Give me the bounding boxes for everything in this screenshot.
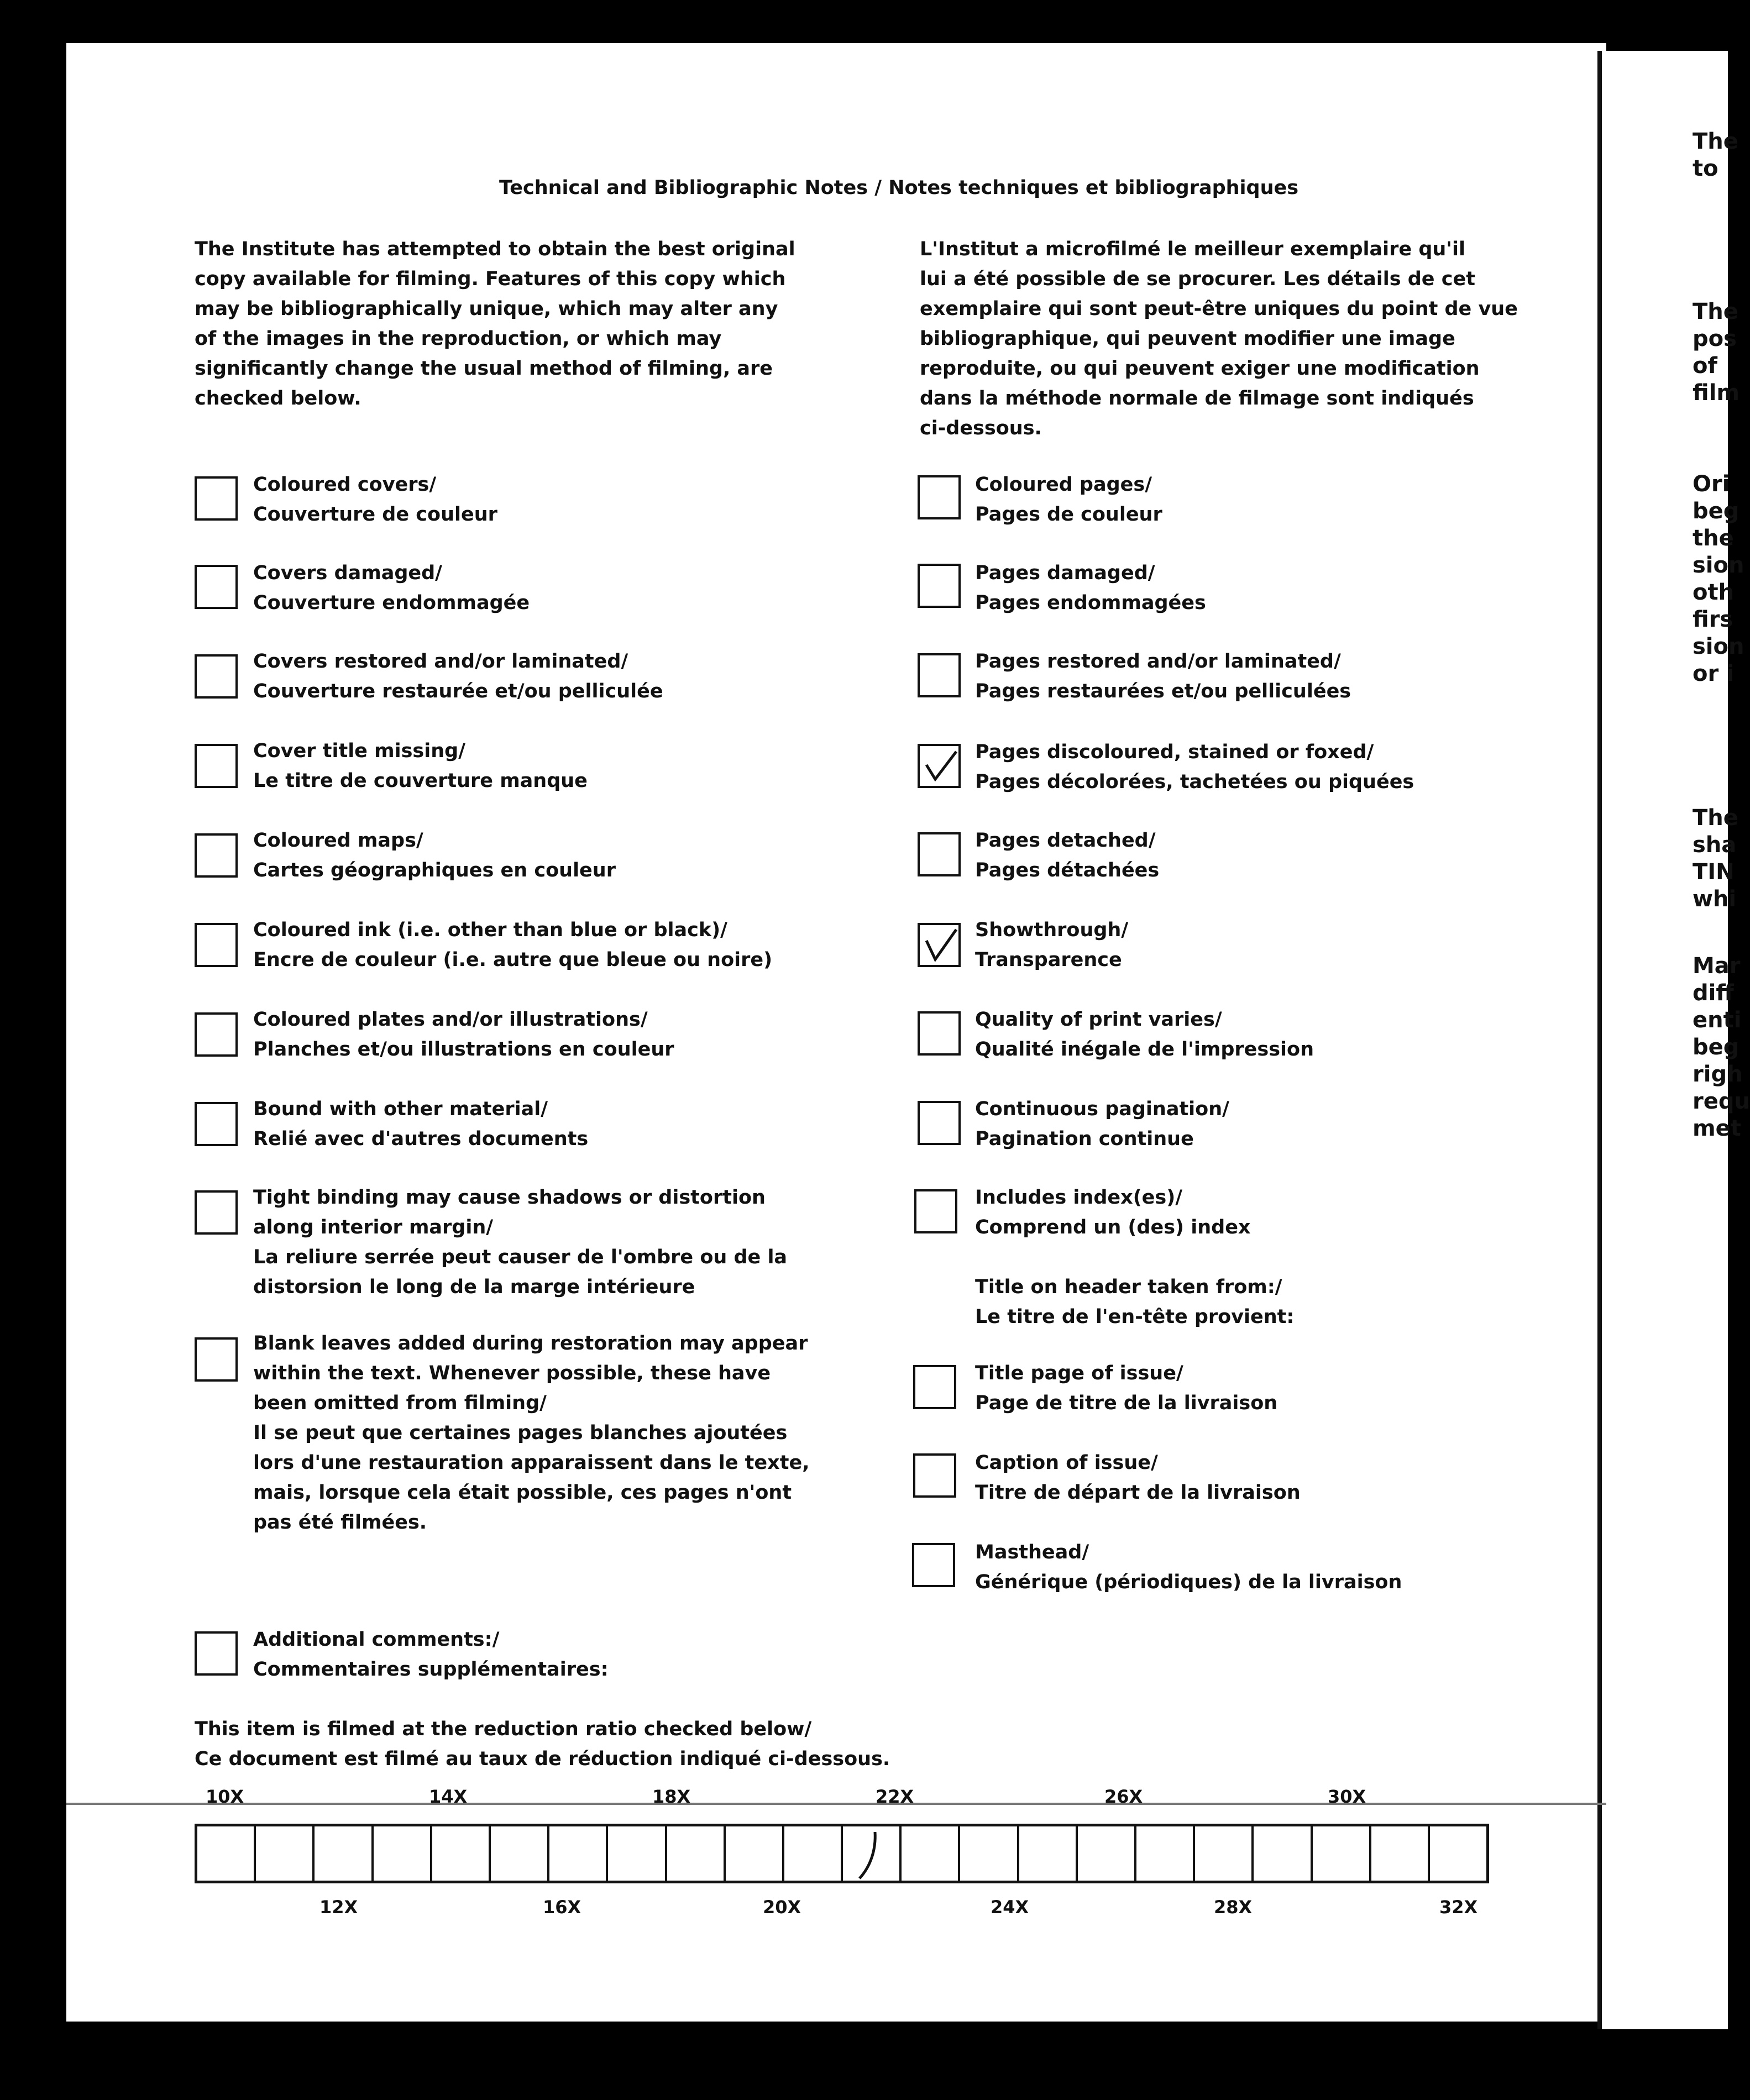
fragment-block: Mar diff enti beg righ requ met <box>1693 953 1750 1141</box>
checkbox-continuous-pagination[interactable] <box>918 1101 961 1145</box>
intro-line: significantly change the usual method of filming, are <box>195 358 773 380</box>
intro-french <box>920 234 1518 443</box>
intro-line: checked below. <box>195 387 361 410</box>
ratio-cell[interactable] <box>1078 1826 1136 1881</box>
label-includes-index: Includes index(es)/ Comprend un (des) index <box>975 1186 1251 1238</box>
checkbox-additional-comments[interactable] <box>195 1631 238 1676</box>
ratio-label: 14X <box>429 1786 468 1807</box>
intro-english <box>195 234 795 413</box>
fragment-block: The to <box>1693 129 1738 181</box>
ratio-cell[interactable] <box>1195 1826 1254 1881</box>
ratio-cell[interactable] <box>902 1826 960 1881</box>
checkbox-cover-title-missing[interactable] <box>195 744 238 788</box>
checkbox-covers-damaged[interactable] <box>195 565 238 609</box>
checkbox-title-page-of-issue[interactable] <box>913 1365 956 1409</box>
ratio-label: 26X <box>1104 1786 1143 1807</box>
label-header-source: Title on header taken from:/ Le titre de l'en-tête provient: <box>975 1276 1295 1328</box>
ratio-label: 10X <box>206 1786 244 1807</box>
checkbox-coloured-pages[interactable] <box>918 475 961 519</box>
intro-line: dans la méthode normale de filmage sont indiqués <box>920 387 1474 410</box>
label-coloured-plates: Coloured plates and/or illustrations/ Planches et/ou illustrations en couleur <box>253 1009 674 1060</box>
ratio-cell[interactable] <box>374 1826 432 1881</box>
ratio-cell[interactable] <box>491 1826 549 1881</box>
label-continuous-pagination: Continuous pagination/ Pagination continue <box>975 1098 1229 1150</box>
scan-line <box>66 1803 1606 1805</box>
label-bound-with-other: Bound with other material/ Relié avec d'autres documents <box>253 1098 589 1150</box>
label-covers-restored: Covers restored and/or laminated/ Couverture restaurée et/ou pelliculée <box>253 650 663 702</box>
label-pages-discoloured: Pages discoloured, stained or foxed/ Pages décolorées, tachetées ou piquées <box>975 741 1414 793</box>
intro-line: reproduite, ou qui peuvent exiger une modification <box>920 358 1480 380</box>
ratio-cell[interactable] <box>549 1826 608 1881</box>
checkbox-coloured-ink[interactable] <box>195 923 238 967</box>
label-blank-leaves: Blank leaves added during restoration may appear within the text. Whenever possible, these have been omitted from filming/ Il se peut que certaines pages blanches ajoutées lors d'une restauration apparaissent dans le texte, mais, lorsque cela était possible, ces pages n'ont pas été filmées. <box>253 1332 810 1534</box>
checkbox-includes-index[interactable] <box>914 1189 957 1233</box>
label-pages-restored: Pages restored and/or laminated/ Pages restaurées et/ou pelliculées <box>975 650 1351 702</box>
intro-line: copy available for filming. Features of this copy which <box>195 268 786 290</box>
checkbox-quality-of-print[interactable] <box>918 1011 961 1056</box>
fragment-block: The pos of film <box>1693 299 1740 406</box>
ratio-label: 30X <box>1328 1786 1366 1807</box>
checkbox-showthrough[interactable] <box>918 923 961 967</box>
label-coloured-ink: Coloured ink (i.e. other than blue or black)/ Encre de couleur (i.e. autre que bleue ou noire) <box>253 919 773 971</box>
check-mark-icon <box>923 927 958 963</box>
label-coloured-pages: Coloured pages/ Pages de couleur <box>975 474 1162 526</box>
ratio-cell[interactable] <box>784 1826 843 1881</box>
ratio-cell[interactable] <box>960 1826 1019 1881</box>
label-coloured-covers: Coloured covers/ Couverture de couleur <box>253 474 497 526</box>
label-masthead: Masthead/ Générique (périodiques) de la livraison <box>975 1541 1402 1593</box>
label-additional-comments: Additional comments:/ Commentaires supplémentaires: <box>253 1629 609 1681</box>
ratio-label: 32X <box>1439 1897 1478 1918</box>
checkbox-blank-leaves[interactable] <box>195 1337 238 1382</box>
page-title: Technical and Bibliographic Notes / Notes techniques et bibliographiques <box>499 177 1299 199</box>
ratio-cell[interactable] <box>432 1826 491 1881</box>
ratio-label: 24X <box>991 1897 1029 1918</box>
ratio-label: 20X <box>763 1897 801 1918</box>
checkbox-masthead[interactable] <box>912 1543 955 1587</box>
ratio-cell[interactable] <box>1313 1826 1371 1881</box>
checkbox-pages-discoloured[interactable] <box>918 744 961 788</box>
label-pages-detached: Pages detached/ Pages détachées <box>975 830 1160 881</box>
check-mark-icon <box>851 1828 884 1883</box>
intro-line: of the images in the reproduction, or which may <box>195 328 722 350</box>
checkbox-tight-binding[interactable] <box>195 1190 238 1235</box>
ratio-cell[interactable] <box>1136 1826 1195 1881</box>
label-quality-of-print: Quality of print varies/ Qualité inégale de l'impression <box>975 1009 1314 1060</box>
checkbox-coloured-maps[interactable] <box>195 833 238 878</box>
checkbox-bound-with-other[interactable] <box>195 1102 238 1146</box>
reduction-ratio-caption: This item is filmed at the reduction ratio checked below/ Ce document est filmé au taux de réduction indiqué ci-dessous. <box>195 1718 890 1770</box>
ratio-cell[interactable] <box>726 1826 784 1881</box>
label-showthrough: Showthrough/ Transparence <box>975 919 1129 971</box>
ratio-cell[interactable] <box>608 1826 667 1881</box>
ratio-cell[interactable] <box>667 1826 726 1881</box>
ratio-cell[interactable] <box>197 1826 256 1881</box>
intro-line: exemplaire qui sont peut-être uniques du point de vue <box>920 298 1518 320</box>
ratio-cell[interactable] <box>1371 1826 1430 1881</box>
ratio-cell-selected[interactable] <box>843 1826 902 1881</box>
intro-line: ci-dessous. <box>920 417 1042 439</box>
check-mark-icon <box>923 748 958 784</box>
intro-line: L'Institut a microfilmé le meilleur exemplaire qu'il <box>920 238 1466 260</box>
label-pages-damaged: Pages damaged/ Pages endommagées <box>975 562 1206 614</box>
ratio-cell[interactable] <box>1019 1826 1078 1881</box>
label-covers-damaged: Covers damaged/ Couverture endommagée <box>253 562 530 614</box>
ratio-cell[interactable] <box>256 1826 315 1881</box>
checkbox-covers-restored[interactable] <box>195 654 238 699</box>
ratio-cell[interactable] <box>315 1826 373 1881</box>
ratio-label: 22X <box>876 1786 914 1807</box>
label-coloured-maps: Coloured maps/ Cartes géographiques en couleur <box>253 830 616 881</box>
checkbox-pages-restored[interactable] <box>918 653 961 697</box>
intro-line: lui a été possible de se procurer. Les détails de cet <box>920 268 1475 290</box>
label-tight-binding: Tight binding may cause shadows or distortion along interior margin/ La reliure serrée peut causer de l'ombre ou de la distorsion le long de la marge intérieure <box>253 1186 788 1298</box>
checkbox-pages-damaged[interactable] <box>918 564 961 608</box>
label-cover-title-missing: Cover title missing/ Le titre de couverture manque <box>253 740 588 792</box>
intro-line: The Institute has attempted to obtain the best original <box>195 238 795 260</box>
label-caption-of-issue: Caption of issue/ Titre de départ de la livraison <box>975 1452 1301 1504</box>
ratio-label: 16X <box>543 1897 581 1918</box>
ratio-cell[interactable] <box>1430 1826 1486 1881</box>
intro-line: may be bibliographically unique, which may alter any <box>195 298 778 320</box>
ratio-label: 12X <box>319 1897 358 1918</box>
ratio-label: 28X <box>1214 1897 1253 1918</box>
fragment-block: The sha TIN whi <box>1693 805 1738 912</box>
ratio-cell[interactable] <box>1254 1826 1312 1881</box>
fragment-block: Ori beg the sion oth firs sion or i <box>1693 471 1744 686</box>
checkbox-caption-of-issue[interactable] <box>913 1453 956 1498</box>
intro-line: bibliographique, qui peuvent modifier une image <box>920 328 1455 350</box>
checkbox-pages-detached[interactable] <box>918 832 961 876</box>
ratio-label: 18X <box>652 1786 691 1807</box>
reduction-ratio-grid <box>195 1824 1489 1883</box>
checkbox-coloured-covers[interactable] <box>195 476 238 521</box>
label-title-page-of-issue: Title page of issue/ Page de titre de la livraison <box>975 1362 1278 1414</box>
checkbox-coloured-plates[interactable] <box>195 1012 238 1057</box>
